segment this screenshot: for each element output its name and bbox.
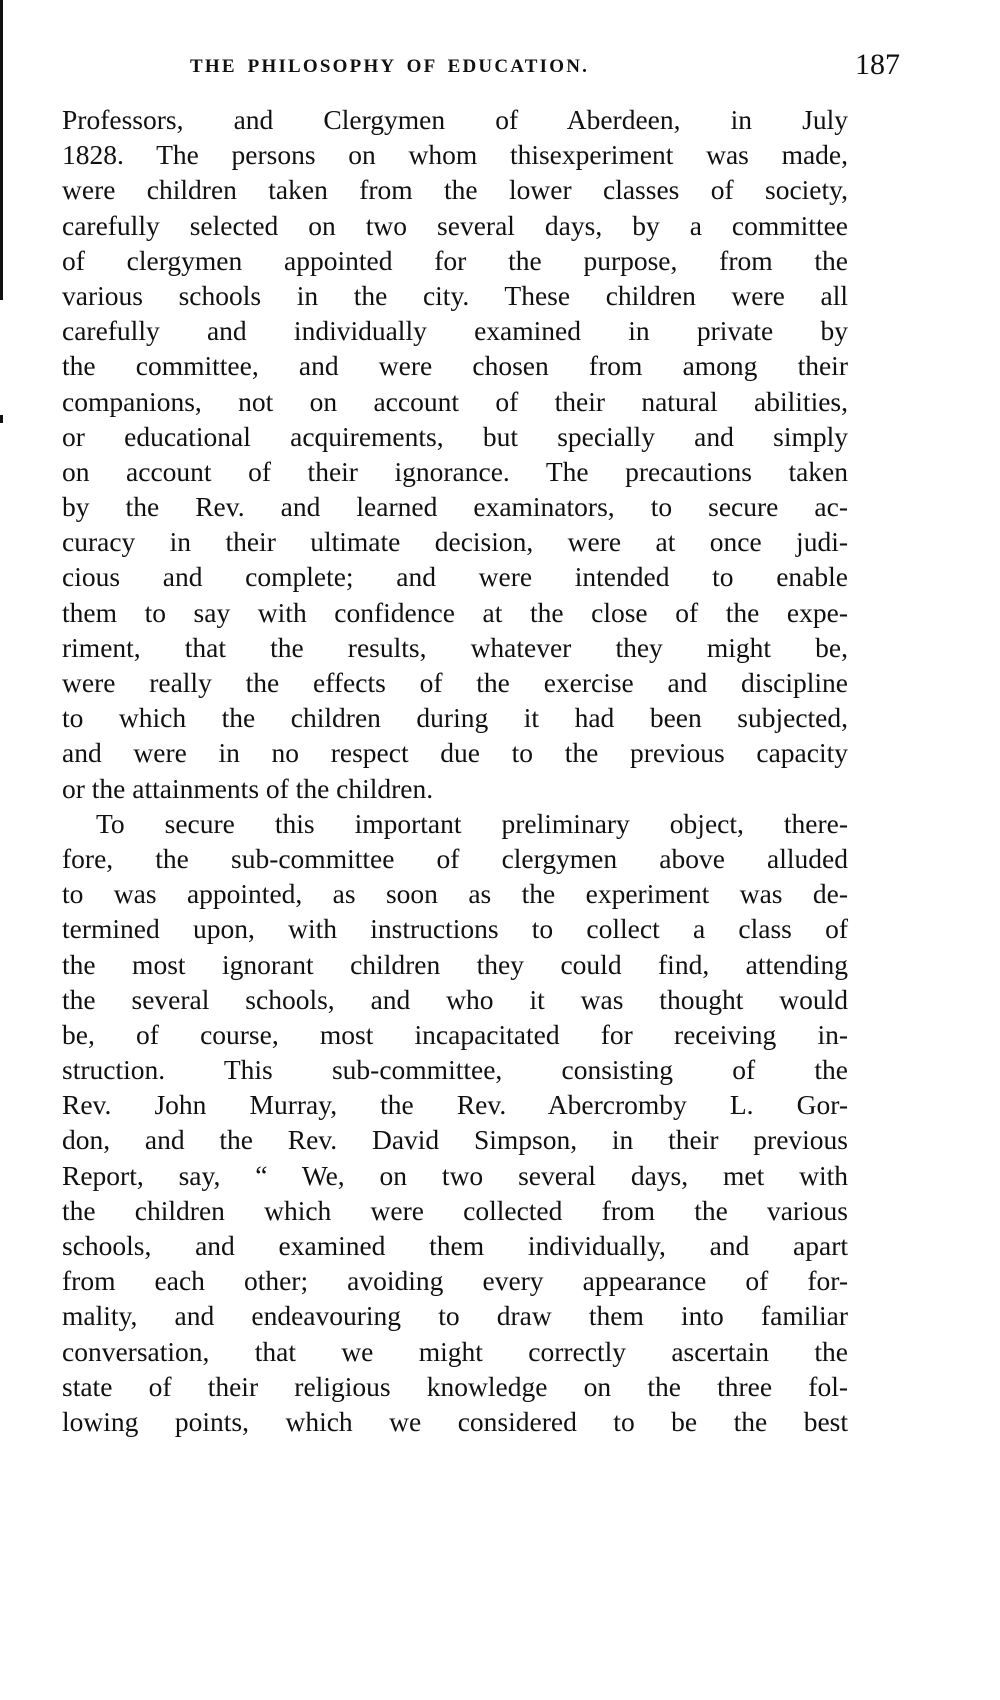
text-line: the children which were collected from the various bbox=[62, 1194, 848, 1226]
text-line: were children taken from the lower classes of society, bbox=[62, 174, 848, 206]
page-edge-mark-small bbox=[0, 415, 3, 423]
text-line: on account of their ignorance. The precautions taken bbox=[62, 455, 848, 487]
text-line: by the Rev. and learned examinators, to secure ac- bbox=[62, 491, 848, 523]
text-line: riment, that the results, whatever they might be, bbox=[62, 631, 848, 663]
text-line: the several schools, and who it was thought would bbox=[62, 983, 848, 1015]
text-line: and were in no respect due to the previous capacity bbox=[62, 737, 848, 769]
text-line: companions, not on account of their natural abilities, bbox=[62, 385, 848, 417]
text-line: them to say with confidence at the close of the expe- bbox=[62, 596, 848, 628]
text-line: Professors, and Clergymen of Aberdeen, in July bbox=[62, 104, 848, 135]
paragraph-start-line: To secure this important preliminary object, there- bbox=[96, 807, 848, 839]
text-line: mality, and endeavouring to draw them into familiar bbox=[62, 1300, 848, 1332]
text-line: conversation, that we might correctly ascertain the bbox=[62, 1335, 848, 1367]
paragraph-end-line: or the attainments of the children. bbox=[62, 772, 434, 804]
text-line: carefully selected on two several days, by a committee bbox=[62, 209, 848, 241]
text-line: state of their religious knowledge on the three fol- bbox=[62, 1370, 848, 1402]
text-line: were really the effects of the exercise and discipline bbox=[62, 667, 848, 698]
text-line: schools, and examined them individually, and apart bbox=[62, 1230, 848, 1261]
text-line: struction. This sub-committee, consisting of the bbox=[62, 1054, 848, 1086]
text-line: cious and complete; and were intended to enable bbox=[62, 561, 848, 593]
text-line: curacy in their ultimate decision, were at once judi- bbox=[62, 526, 848, 558]
text-line: 1828. The persons on whom thisexperiment was made, bbox=[62, 139, 848, 171]
page-number: 187 bbox=[855, 48, 900, 81]
running-head-title: THE PHILOSOPHY OF EDUCATION. bbox=[190, 56, 590, 77]
body-text bbox=[62, 102, 848, 1439]
page-edge-mark bbox=[0, 0, 3, 300]
text-line: to was appointed, as soon as the experiment was de- bbox=[62, 878, 848, 910]
text-line: from each other; avoiding every appearance of for- bbox=[62, 1265, 848, 1297]
text-line: Report, say, “ We, on two several days, met with bbox=[62, 1159, 848, 1191]
text-line: various schools in the city. These children were all bbox=[62, 279, 848, 311]
text-line: the most ignorant children they could find, attending bbox=[62, 948, 848, 980]
text-line: fore, the sub-committee of clergymen above alluded bbox=[62, 842, 848, 874]
text-line: to which the children during it had been subjected, bbox=[62, 702, 848, 734]
text-line: lowing points, which we considered to be the best bbox=[62, 1405, 848, 1437]
text-line: be, of course, most incapacitated for receiving in- bbox=[62, 1018, 848, 1050]
text-line: of clergymen appointed for the purpose, from the bbox=[62, 244, 848, 276]
text-line: Rev. John Murray, the Rev. Abercromby L. Gor- bbox=[62, 1089, 848, 1121]
text-line: carefully and individually examined in private by bbox=[62, 315, 848, 347]
text-line: or educational acquirements, but specially and simply bbox=[62, 420, 848, 452]
running-head bbox=[190, 48, 910, 88]
text-line: the committee, and were chosen from among their bbox=[62, 350, 848, 382]
text-line: termined upon, with instructions to collect a class of bbox=[62, 913, 848, 945]
text-line: don, and the Rev. David Simpson, in their previous bbox=[62, 1124, 848, 1156]
